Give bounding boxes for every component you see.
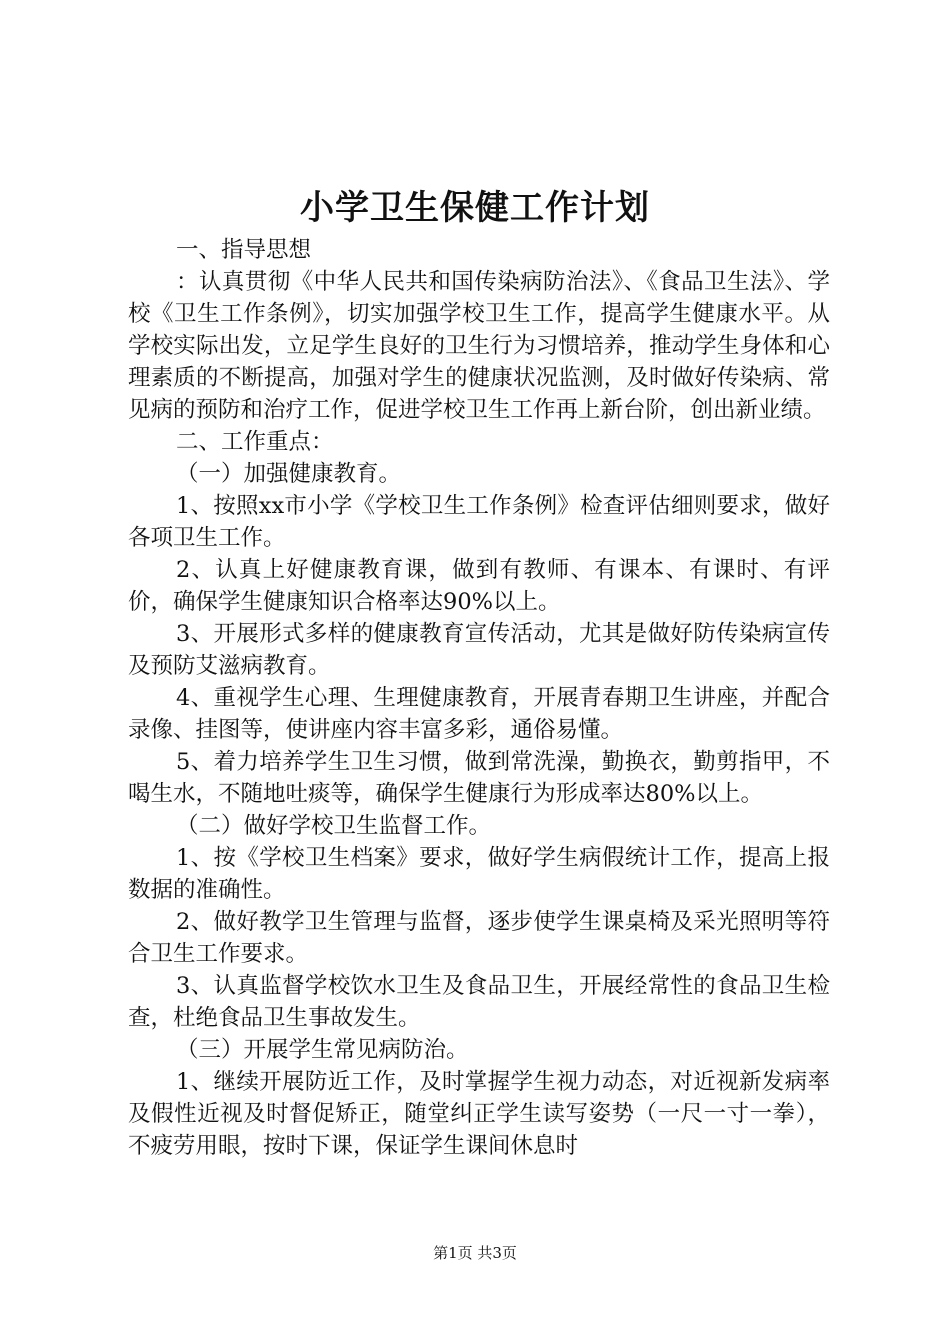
section-heading: 一、指导思想 xyxy=(176,237,312,263)
paragraph: 1、按照xx市小学《学校卫生工作条例》检查评估细则要求，做好各项卫生工作。 xyxy=(128,493,830,551)
paragraph: 2、做好教学卫生管理与监督，逐步使学生课桌椅及采光照明等符合卫生工作要求。 xyxy=(128,909,830,967)
paragraph: 1、继续开展防近工作，及时掌握学生视力动态，对近视新发病率及假性近视及时督促矫正，随堂纠正学生读写姿势（一尺一寸一拳），不疲劳用眼，按时下课，保证学生课间休息时 xyxy=(128,1069,830,1159)
section-heading: 二、工作重点： xyxy=(176,429,334,455)
page-footer: 第1页 共3页 xyxy=(433,1244,517,1262)
paragraph: 4、重视学生心理、生理健康教育，开展青春期卫生讲座，并配合录像、挂图等，使讲座内容丰富多彩，通俗易懂。 xyxy=(128,685,830,743)
document-body xyxy=(128,234,830,1162)
paragraph: 3、开展形式多样的健康教育宣传活动，尤其是做好防传染病宣传及预防艾滋病教育。 xyxy=(128,621,830,679)
subsection-heading: （二）做好学校卫生监督工作。 xyxy=(176,813,492,839)
document-title: 小学卫生保健工作计划 xyxy=(300,188,650,228)
subsection-heading: （三）开展学生常见病防治。 xyxy=(176,1037,469,1063)
paragraph: ：认真贯彻《中华人民共和国传染病防治法》、《食品卫生法》、学校《卫生工作条例》，切实加强学校卫生工作，提高学生健康水平。从学校实际出发，立足学生良好的卫生行为习惯培养，推动学生身体和心理素质的不断提高，加强对学生的健康状况监测，及时做好传染病、常见病的预防和治疗工作，促进学校卫生工作再上新台阶，创出新业绩。 xyxy=(128,269,830,423)
paragraph: 2、认真上好健康教育课，做到有教师、有课本、有课时、有评价，确保学生健康知识合格率达90%以上。 xyxy=(128,557,830,615)
paragraph: 5、着力培养学生卫生习惯，做到常洗澡，勤换衣，勤剪指甲，不喝生水，不随地吐痰等，确保学生健康行为形成率达80%以上。 xyxy=(128,749,830,807)
paragraph: 1、按《学校卫生档案》要求，做好学生病假统计工作，提高上报数据的准确性。 xyxy=(128,845,830,903)
subsection-heading: （一）加强健康教育。 xyxy=(176,461,402,487)
paragraph: 3、认真监督学校饮水卫生及食品卫生，开展经常性的食品卫生检查，杜绝食品卫生事故发生。 xyxy=(128,973,830,1031)
